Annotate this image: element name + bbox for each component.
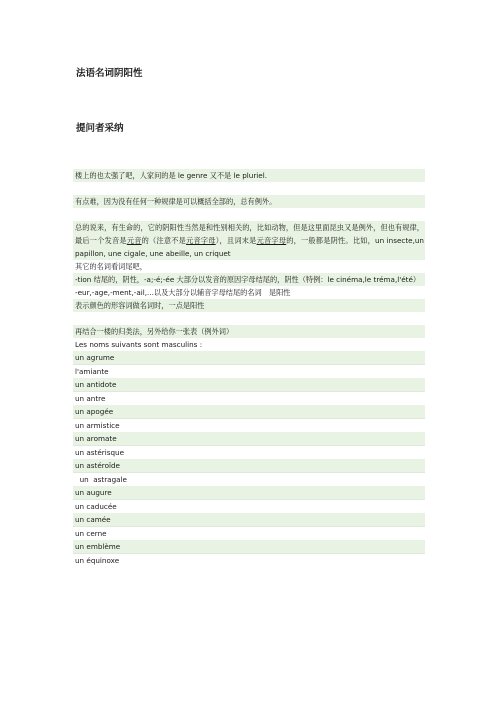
text-line: -eur,-age,-ment,-ail,...以及大部分以辅音字母结尾的名词 是阳性 (73, 286, 425, 299)
list-item: un caducée (73, 499, 425, 513)
list-item: un antre (73, 391, 425, 405)
list-item: un équinoxe (73, 553, 425, 567)
list-item: un aromate (73, 432, 425, 445)
list-item: un camée (73, 513, 425, 526)
list-item: l'amiante (73, 364, 425, 378)
text-line: 有点难，因为没有任何一种规律是可以概括全部的，总有例外。 (73, 195, 425, 208)
page-title: 法语名词阴阳性 (76, 68, 143, 79)
list-item: un armistice (73, 418, 425, 432)
answer-status-heading: 提问者采纳 (76, 123, 124, 134)
list-item: un apogée (73, 405, 425, 418)
list-intro: 再结合一楼的归类法，另外给你一张表（例外词） (73, 325, 425, 338)
underlined-term: 元音 (126, 236, 142, 245)
paragraph-gender-of-living-things: 总的说来，有生命的，它的阴阳性当然是和性别相关的，比如动物，但是这里面昆虫又是例外，但也有规律，最后一个发音是元音的（注意不是元音字母），且词末是元音字母的，一般都是阴性。比如，un insecte,un papillon, une cigale, une abeille, un criquet (75, 223, 424, 258)
list-item: un agrume (73, 351, 425, 364)
text-line (73, 208, 425, 221)
list-item: un cerne (73, 526, 425, 540)
text-line: 楼上的也太强了吧，人家问的是 le genre 又不是 le pluriel. (73, 169, 425, 182)
text-line (73, 312, 425, 325)
list-heading: Les noms suivants sont masculins : (73, 338, 425, 351)
underlined-term: 元音字母 (256, 236, 287, 245)
underlined-term: 元音字母 (186, 236, 216, 245)
text-line: -tion 结尾的，阴性，-a;-é;-ée 大部分以发音的原因字母结尾的，阴性（特例：le cinéma,le tréma,l'été） (73, 273, 425, 286)
list-item: un emblème (73, 540, 425, 553)
text-line (73, 182, 425, 195)
text-line: 其它的名词看词尾吧， (73, 260, 425, 273)
list-item: un augure (73, 486, 425, 499)
list-item: un astérisque (73, 445, 425, 459)
list-item: un antidote (73, 378, 425, 391)
answer-body (73, 169, 425, 567)
text-line: 表示颜色的形容词做名词时，一点是阳性 (73, 299, 425, 312)
list-item: un astéroïde (73, 459, 425, 472)
list-item: un astragale (73, 472, 425, 486)
masculine-word-list (73, 351, 425, 567)
